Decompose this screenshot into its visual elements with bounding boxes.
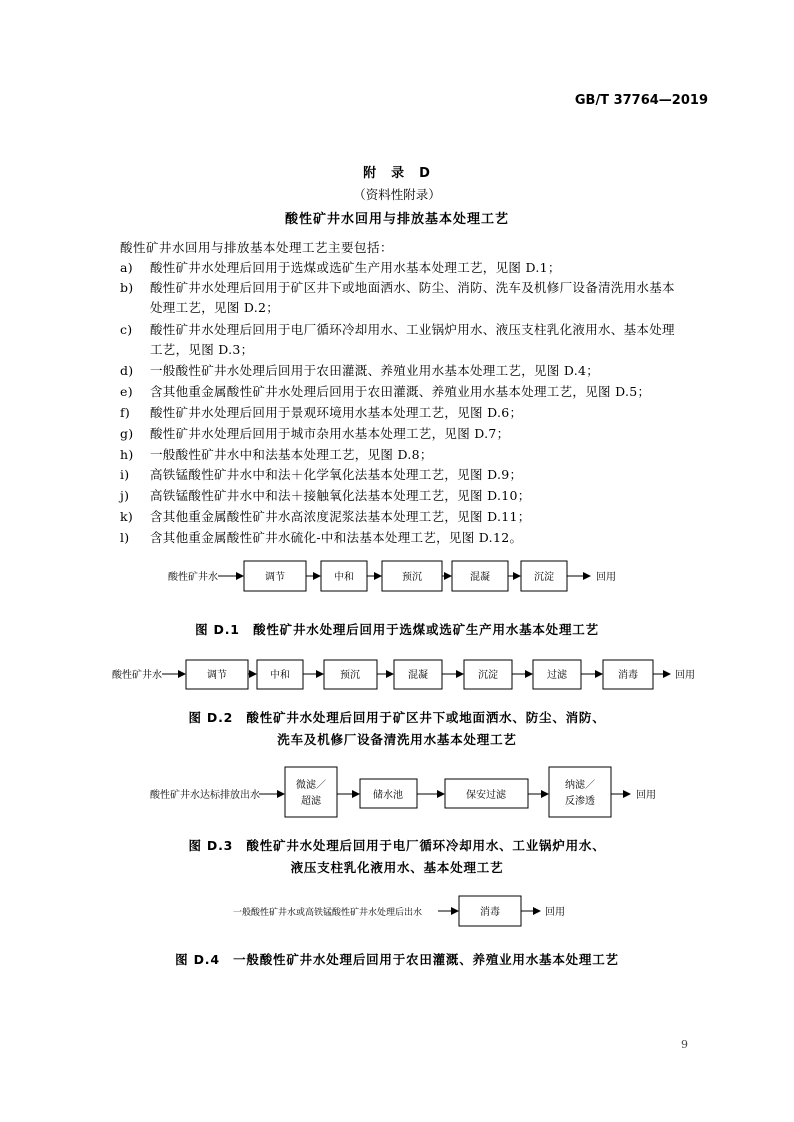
flow-diagram-d3 [0,762,794,822]
list-label: d) [120,363,134,378]
figure-caption-d1: 图 D.1 酸性矿井水处理后回用于选煤或选矿生产用水基本处理工艺 [195,622,599,637]
appendix-heading: 酸性矿井水回用与排放基本处理工艺 [284,212,509,227]
list-label: k) [120,509,134,524]
list-text: 高铁锰酸性矿井水中和法＋接触氧化法基本处理工艺，见图 D.10； [150,488,531,503]
list-text: 酸性矿井水处理后回用于景观环境用水基本处理工艺，见图 D.6； [150,405,523,420]
appendix-subtitle: （资料性附录） [353,187,441,202]
flow-step-label: 消毒 [618,670,638,681]
flow-step-label: 过滤 [547,670,567,681]
list-label: b) [120,280,134,295]
flow-output-label: 回用 [636,790,656,801]
flow-box [285,767,337,817]
list-text: 一般酸性矿井水中和法基本处理工艺，见图 D.8； [150,447,433,462]
list-label: i) [120,467,130,482]
list-text: 高铁锰酸性矿井水中和法＋化学氧化法基本处理工艺，见图 D.9； [150,467,523,482]
list-text: 处理工艺，见图 D.2； [150,300,280,315]
flow-input-label: 酸性矿井水 [168,572,218,583]
flow-diagram-d1 [0,555,794,605]
flow-step-label: 沉淀 [478,670,498,681]
list-text: 含其他重金属酸性矿井水高浓度泥浆法基本处理工艺，见图 D.11； [150,509,531,524]
flow-output-label: 回用 [596,572,616,583]
figure-caption-d2-line2: 洗车及机修厂设备清洗用水基本处理工艺 [277,732,517,747]
list-text: 一般酸性矿井水处理后回用于农田灌溉、养殖业用水基本处理工艺，见图 D.4； [150,363,600,378]
flow-step-label: 反渗透 [565,796,595,807]
flow-step-label: 消毒 [480,907,500,918]
list-label: e) [120,384,133,399]
flow-step-label: 沉淀 [534,572,554,583]
flow-output-label: 回用 [675,670,695,681]
flow-step-label: 调节 [207,670,227,681]
list-text: 酸性矿井水处理后回用于选煤或选矿生产用水基本处理工艺，见图 D.1； [150,260,561,275]
flow-step-label: 混凝 [470,572,490,583]
list-label: l) [120,530,130,545]
flow-box [549,767,611,817]
list-label: g) [120,426,134,441]
flow-input-label: 酸性矿井水 [112,670,162,681]
figure-caption-d4: 图 D.4 一般酸性矿井水处理后回用于农田灌溉、养殖业用水基本处理工艺 [175,952,619,967]
flow-step-label: 保安过滤 [466,790,506,801]
figure-caption-d3-line2: 液压支柱乳化液用水、基本处理工艺 [290,860,504,875]
figure-caption-d3-line1: 图 D.3 酸性矿井水处理后回用于电厂循环冷却用水、工业锅炉用水、 [188,838,606,853]
flow-step-label: 微滤／ [296,780,326,791]
flow-input-label: 酸性矿井水达标排放出水 [150,790,260,801]
flow-step-label: 预沉 [340,670,360,681]
list-text: 酸性矿井水处理后回用于城市杂用水基本处理工艺，见图 D.7； [150,426,510,441]
flow-step-label: 超滤 [301,796,321,807]
flow-step-label: 混凝 [408,670,428,681]
page-number: 9 [681,1038,688,1051]
list-text: 含其他重金属酸性矿井水硫化-中和法基本处理工艺，见图 D.12。 [150,530,523,545]
list-label: c) [120,322,133,337]
list-text: 含其他重金属酸性矿井水处理后回用于农田灌溉、养殖业用水基本处理工艺，见图 D.5； [150,384,651,399]
list-label: a) [120,260,133,275]
figure-caption-d2-line1: 图 D.2 酸性矿井水处理后回用于矿区井下或地面洒水、防尘、消防、 [188,710,606,725]
list-label: j) [120,488,130,503]
list-text: 工艺，见图 D.3； [150,342,254,357]
flow-step-label: 预沉 [402,572,422,583]
flow-diagram-d2 [0,655,794,697]
list-text: 酸性矿井水处理后回用于矿区井下或地面洒水、防尘、消防、洗车及机修厂设备清洗用水基本 [150,280,675,295]
list-text: 酸性矿井水处理后回用于电厂循环冷却用水、工业锅炉用水、液压支柱乳化液用水、基本处理 [150,322,675,337]
flow-step-label: 中和 [334,572,354,583]
appendix-title: 附 录 D [363,166,431,181]
flow-step-label: 纳滤／ [565,780,595,791]
list-label: f) [120,405,131,420]
flow-step-label: 调节 [265,572,285,583]
flow-step-label: 中和 [270,670,290,681]
flow-step-label: 储水池 [373,790,403,801]
flow-diagram-d4 [0,893,794,933]
flow-output-label: 回用 [545,907,565,918]
standard-number: GB/T 37764—2019 [574,93,708,108]
intro-text: 酸性矿井水回用与排放基本处理工艺主要包括： [120,240,394,255]
flow-input-label: 一般酸性矿井水或高铁锰酸性矿井水处理后出水 [233,908,423,918]
list-label: h) [120,447,134,462]
